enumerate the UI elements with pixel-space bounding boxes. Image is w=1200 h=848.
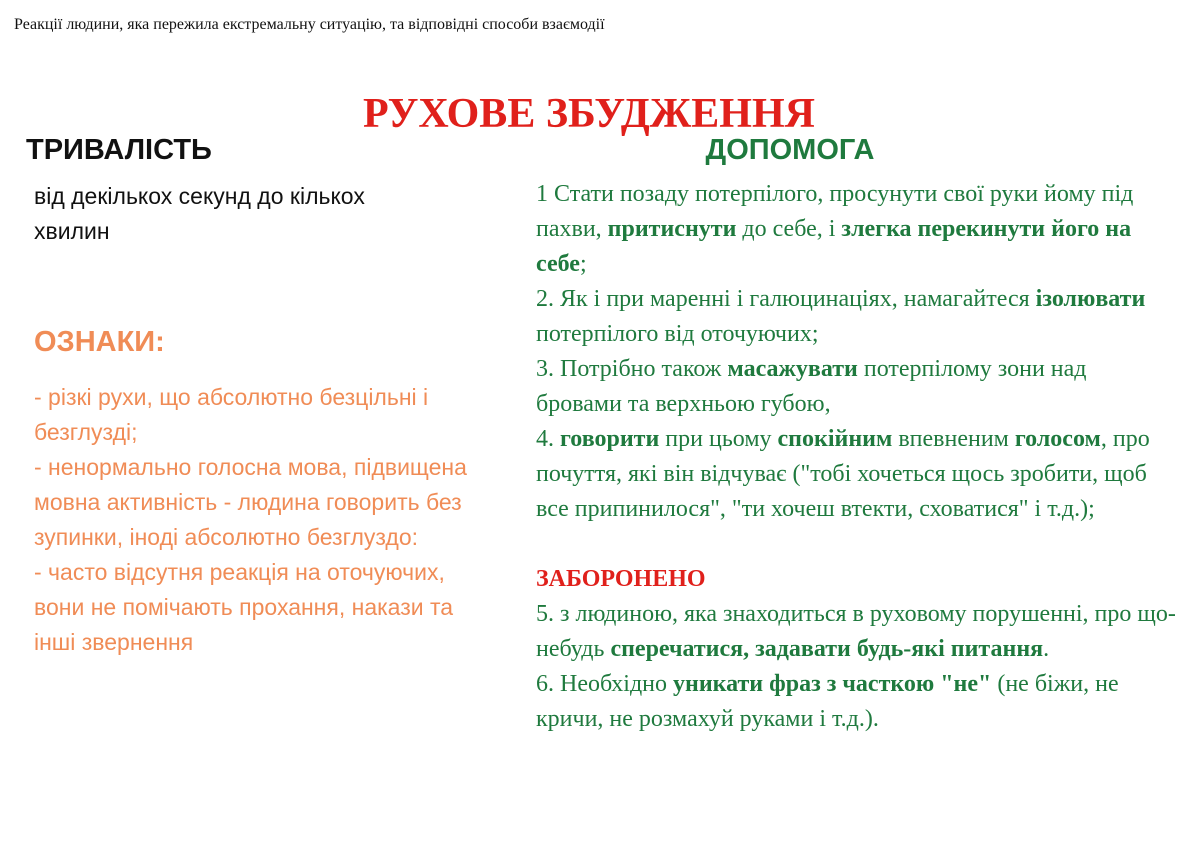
help-item-2: 2. Як і при маренні і галюцинаціях, намагайтеся ізолювати потерпілого від оточуючих; [536,286,1146,347]
page-title: РУХОВЕ ЗБУДЖЕННЯ [363,91,815,138]
help-list [536,177,1176,737]
duration-section [26,130,496,249]
duration-text: від декількох секунд до кількох хвилин [34,183,365,244]
signs-item: - різкі рухи, що абсолютно безцільні і безглузді; [34,384,429,445]
help-item-6: 6. Необхідно уникати фраз з часткою "не" (не біжи, не кричи, не розмахуй руками і т.д.). [536,671,1119,732]
signs-list [34,380,494,660]
forbidden-heading: ЗАБОРОНЕНО [536,566,706,592]
signs-item: - ненормально голосна мова, підвищена мовна активність - людина говорить без зупинки, іноді абсолютно безглуздо: [34,454,467,550]
document-subtitle: Реакції людини, яка пережила екстремальну ситуацію, та відповідні способи взаємодії [14,16,605,33]
help-item-4: 4. говорити при цьому спокійним впевненим голосом, про почуття, які він відчуває ("тобі хочеться щось зробити, щоб все припинилося", "ти хочеш втекти, сховатися" і т.д.); [536,426,1150,522]
help-heading: ДОПОМОГА [705,134,875,166]
duration-heading: ТРИВАЛІСТЬ [26,134,212,166]
help-item-1: 1 Стати позаду потерпілого, просунути свої руки йому під пахви, притиснути до себе, і злегка перекинути його на себе; [536,181,1134,277]
help-item-5: 5. з людиною, яка знаходиться в руховому порушенні, про що-небудь сперечатися, задавати будь-які питання. [536,601,1176,662]
signs-heading: ОЗНАКИ: [34,326,165,358]
signs-item: - часто відсутня реакція на оточуючих, вони не помічають прохання, накази та інші звернення [34,559,454,655]
help-item-3: 3. Потрібно також масажувати потерпілому зони над бровами та верхньою губою, [536,356,1087,417]
